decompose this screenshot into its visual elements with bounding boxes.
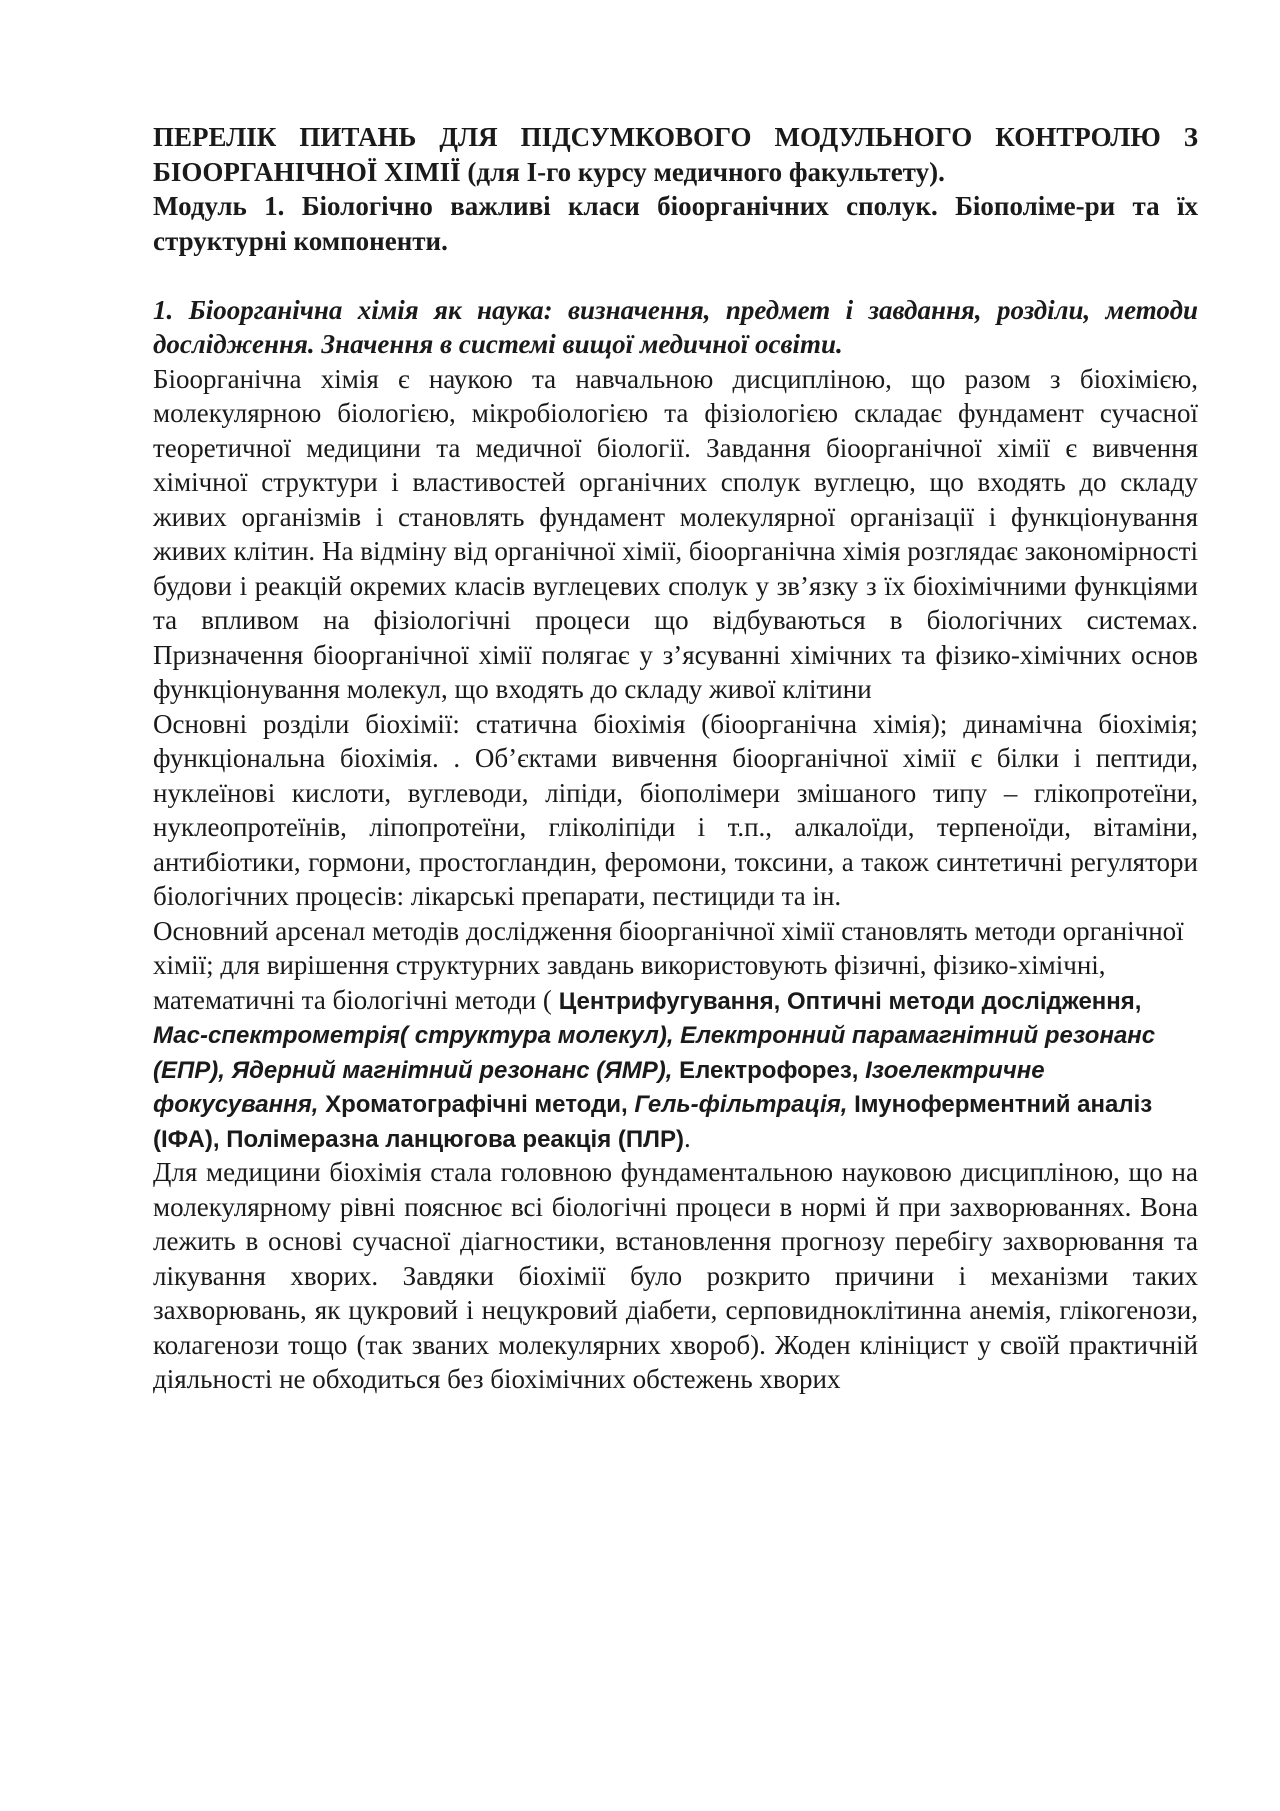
paragraph-methods <box>153 914 1198 1156</box>
method-chromatography: Хроматографічні методи, <box>325 1091 635 1118</box>
module-heading: Модуль 1. Біологічно важливі класи біоорганічних сполук. Біополіме-ри та їх структурні компоненти. <box>153 191 1198 256</box>
method-centrifugation: Центрифугування, Оптичні методи дослідження, <box>558 987 1142 1015</box>
method-gel-filtration: Гель-фільтрація, <box>634 1091 855 1118</box>
methods-end: . <box>683 1122 691 1153</box>
paragraph-definition: Біоорганічна хімія є наукою та навчальною дисципліною, що разом з біохімією, молекулярною біологією, мікробіологією та фізіологією складає фундамент сучасної теоретичної медицини та медичної біології. Завдання біоорганічної хімії є вивчення хімічної структури і властивостей органічних сполук вуглецю, що входять до складу живих організмів і становлять фундамент молекулярної організації і функціонування живих клітин. На відміну від органічної хімії, біоорганічна хімія розглядає закономірності будови і реакцій окремих класів вуглецевих сполук у зв’язку з їх біохімічними функціями та впливом на фізіологічні процеси що відбуваються в біологічних системах. Призначення біоорганічної хімії полягає у з’ясуванні хімічних та фізико-хімічних основ функціонування молекул, що входять до складу живої клітини <box>153 363 1198 704</box>
blank-line <box>153 258 1198 293</box>
method-electrophoresis: Електрофорез, <box>679 1056 866 1084</box>
paragraph-medicine: Для медицини біохімія стала головною фундаментальною науковою дисципліною, що на молекулярному рівні пояснює всі біологічні процеси в нормі й при захворюваннях. Вона лежить в основі сучасної діагностики, встановлення прогнозу перебігу захворювання та лікування хворих. Завдяки біохімії було розкрито причини і механізми таких захворювань, як цукровий і нецукровий діабети, серповидноклітинна анемія, глікогенози, колагенози тощо (так званих молекулярних хвороб). Жоден клініцист у своїй практичній діяльності не обходиться без біохімічних обстежень хворих <box>153 1157 1198 1394</box>
method-isoelectric-focusing: Ізоелектричне фокусування, <box>153 1056 1045 1118</box>
method-spectrometry: Мас-спектрометрія( структура молекул), Електронний парамагнітний резонанс (ЕПР), Ядерний магнітний резонанс (ЯМР), <box>153 1022 1156 1084</box>
methods-intro: Основний арсенал методів дослідження біоорганічної хімії становлять методи органічної хімії; для вирішення структурних завдань використовують фізичні, фізико-хімічні, математичні та біологічні методи ( <box>153 915 1184 1015</box>
document-title: ПЕРЕЛІК ПИТАНЬ ДЛЯ ПІДСУМКОВОГО МОДУЛЬНОГО КОНТРОЛЮ З БІООРГАНІЧНОЇ ХІМІЇ (для І-го курсу медичного факультету). <box>153 122 1198 187</box>
method-ifa-plr: Імуноферментний аналіз (ІФА), Полімеразна ланцюгова реакція (ПЛР) <box>153 1091 1153 1153</box>
paragraph-sections: Основні розділи біохімії: статична біохімія (біоорганічна хімія); динамічна біохімія; функціональна біохімія. . Об’єктами вивчення біоорганічної хімії є білки і пептиди, нуклеїнові кислоти, вуглеводи, ліпіди, біополімери змішаного типу – глікопротеїни, нуклеопротеїнів, ліпопротеїни, гліколіпіди і т.п., алкалоїди, терпеноїди, вітаміни, антибіотики, гормони, простогландин, феромони, токсини, а також синтетичні регулятори біологічних процесів: лікарські препарати, пестициди та ін. <box>153 708 1198 911</box>
document-page <box>153 120 1198 1397</box>
question-heading: 1. Біоорганічна хімія як наука: визначення, предмет і завдання, розділи, методи дослідження. Значення в системі вищої медичної освіти. <box>153 294 1198 359</box>
